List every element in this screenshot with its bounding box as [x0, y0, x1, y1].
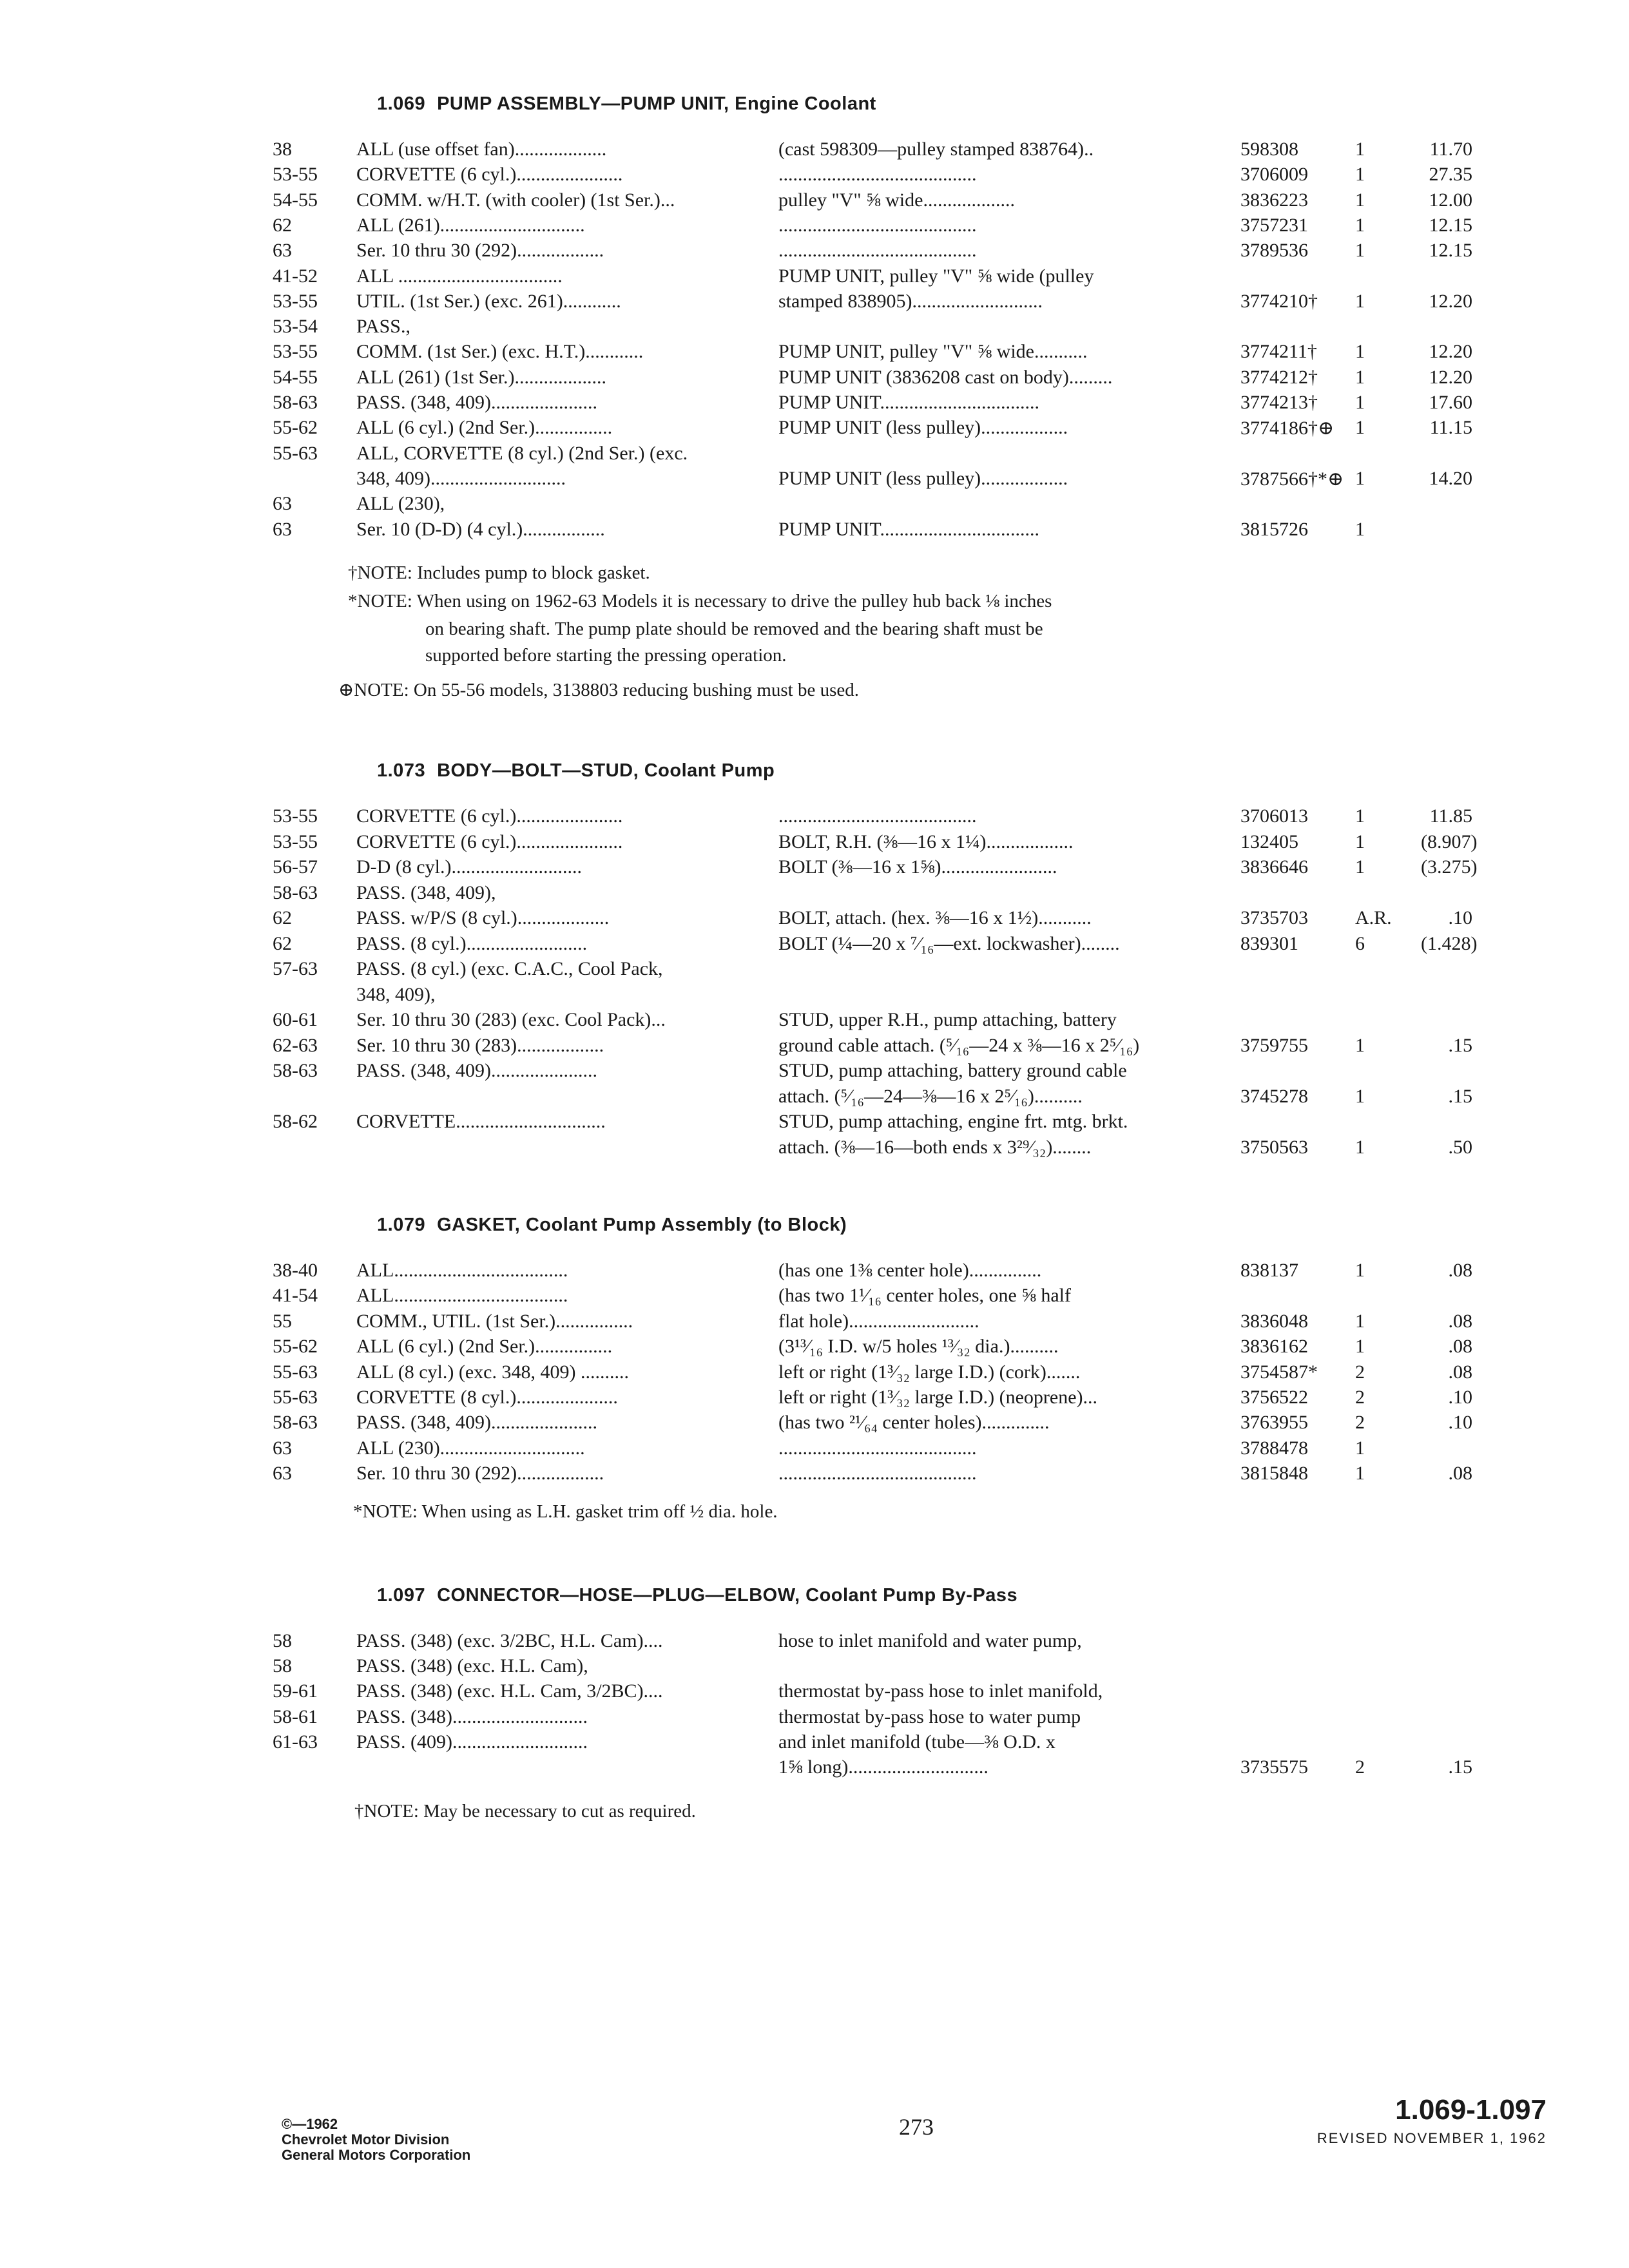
cell-description: thermostat by-pass hose to inlet manifold,: [778, 1680, 1103, 1702]
cell-description: flat hole)...........................: [778, 1310, 979, 1332]
table-row: [0, 139, 1629, 164]
cell-qty: 1: [1355, 831, 1365, 852]
cell-qty: 1: [1355, 1310, 1365, 1332]
table-row: [0, 1655, 1629, 1681]
cell-qty: 2: [1355, 1387, 1365, 1408]
table-row: [0, 468, 1629, 494]
section-number: 1.073: [377, 760, 426, 781]
footer-corporation: General Motors Corporation: [282, 2147, 471, 2163]
cell-models: 348, 409)............................: [356, 467, 566, 489]
cell-qty: 1: [1355, 417, 1365, 439]
cell-description: and inlet manifold (tube—⅜ O.D. x: [778, 1731, 1055, 1753]
cell-models: ALL (261) (1st Ser.)...................: [356, 366, 607, 388]
cell-part: 3774211†: [1240, 341, 1317, 363]
cell-description: (has two ²¹⁄₆₄ center holes)..............: [778, 1412, 1050, 1434]
table-row: [0, 1731, 1629, 1757]
cell-part: 3745278: [1240, 1085, 1308, 1107]
cell-years: 63: [273, 518, 292, 540]
section-title: [377, 760, 775, 782]
cell-years: 53-55: [273, 290, 318, 312]
table-row: [0, 1680, 1629, 1706]
table-row: [0, 1285, 1629, 1311]
cell-description: stamped 838905)...........................: [778, 290, 1043, 312]
cell-years: 55-63: [273, 442, 318, 464]
cell-qty: 1: [1355, 341, 1365, 363]
cell-models: ALL (230)..............................: [356, 1437, 585, 1459]
section-number: 1.097: [377, 1585, 426, 1606]
cell-qty: 1: [1355, 1437, 1365, 1459]
cell-years: 55-63: [273, 1387, 318, 1408]
cell-part: 3836162: [1240, 1336, 1308, 1358]
cell-years: 63: [273, 1463, 292, 1485]
cell-years: 62: [273, 932, 292, 954]
cell-models: PASS. (348, 409),: [356, 881, 496, 903]
cell-description: (cast 598309—pulley stamped 838764)..: [778, 139, 1094, 160]
cell-qty: 1: [1355, 856, 1365, 878]
cell-price: 11.85: [1429, 805, 1472, 827]
cell-part: 3836048: [1240, 1310, 1308, 1332]
revision-date: REVISED NOVEMBER 1, 1962: [1316, 2130, 1547, 2146]
cell-years: 58-63: [273, 1412, 318, 1434]
cell-models: Ser. 10 thru 30 (292)..................: [356, 240, 604, 262]
cell-models: ALL ..................................: [356, 265, 563, 287]
cell-models: ALL (6 cyl.) (2nd Ser.)................: [356, 1336, 613, 1358]
cell-description: (3¹³⁄₁₆ I.D. w/5 holes ¹³⁄₃₂ dia.)..........: [778, 1336, 1059, 1358]
cell-description: (has one 1⅜ center hole)...............: [778, 1260, 1042, 1281]
cell-years: 59-61: [273, 1680, 318, 1702]
table-row: [0, 1412, 1629, 1437]
cell-models: PASS. (8 cyl.).........................: [356, 932, 588, 954]
cell-qty: 1: [1355, 467, 1365, 489]
cell-description: PUMP UNIT.................................: [778, 392, 1040, 413]
cell-models: CORVETTE (6 cyl.)......................: [356, 805, 623, 827]
cell-price: 12.00: [1429, 189, 1472, 211]
cell-models: Ser. 10 (D-D) (4 cyl.).................: [356, 518, 605, 540]
cell-years: 58-62: [273, 1111, 318, 1132]
table-row: [0, 341, 1629, 367]
table-row: [0, 933, 1629, 959]
cell-models: CORVETTE...............................: [356, 1111, 606, 1132]
cell-years: 41-52: [273, 265, 318, 287]
cell-price: (1.428): [1421, 932, 1478, 954]
cell-price: .15: [1448, 1756, 1472, 1778]
cell-models: PASS. (348) (exc. 3/2BC, H.L. Cam)....: [356, 1630, 663, 1651]
cell-description: attach. (⁵⁄₁₆—24—⅜—16 x 2⁵⁄₁₆)..........: [778, 1085, 1083, 1107]
cell-years: 55-62: [273, 1336, 318, 1358]
cell-years: 55: [273, 1310, 292, 1332]
cell-qty: 2: [1355, 1412, 1365, 1434]
cell-description: ground cable attach. (⁵⁄₁₆—24 x ⅜—16 x 2⁵⁄₁₆): [778, 1034, 1140, 1056]
cell-years: 63: [273, 493, 292, 515]
section-note: *NOTE: When using on 1962-63 Models it is necessary to drive the pulley hub back ⅛ inches: [348, 591, 1052, 611]
cell-price: 12.15: [1429, 214, 1472, 236]
table-row: [0, 1387, 1629, 1412]
cell-description: BOLT, attach. (hex. ⅜—16 x 1½)...........: [778, 907, 1092, 928]
cell-years: 58-63: [273, 881, 318, 903]
table-row: [0, 189, 1629, 215]
section-note: *NOTE: When using as L.H. gasket trim off ½ dia. hole.: [353, 1501, 778, 1522]
section-heading: GASKET, Coolant Pump Assembly (to Block): [437, 1215, 847, 1235]
cell-years: 62-63: [273, 1034, 318, 1056]
cell-qty: 1: [1355, 1085, 1365, 1107]
cell-qty: 1: [1355, 1136, 1365, 1158]
cell-part: 3706013: [1240, 805, 1308, 827]
cell-models: ALL....................................: [356, 1285, 568, 1307]
cell-description: BOLT (⅜—16 x 1⅝)........................: [778, 856, 1057, 878]
cell-price: 12.15: [1429, 240, 1472, 262]
cell-description: PUMP UNIT, pulley "V" ⅝ wide...........: [778, 341, 1088, 363]
cell-models: ALL....................................: [356, 1260, 568, 1281]
table-row: [0, 1437, 1629, 1463]
cell-part: 3815848: [1240, 1463, 1308, 1485]
cell-description: PUMP UNIT (less pulley)..................: [778, 467, 1068, 489]
cell-part: 132405: [1240, 831, 1298, 852]
cell-years: 58-61: [273, 1706, 318, 1727]
cell-part: 3754587*: [1240, 1361, 1318, 1383]
cell-years: 57-63: [273, 958, 318, 979]
cell-years: 38: [273, 139, 292, 160]
cell-years: 61-63: [273, 1731, 318, 1753]
cell-price: 11.15: [1429, 417, 1472, 439]
cell-models: Ser. 10 thru 30 (283) (exc. Cool Pack)...: [356, 1009, 666, 1030]
cell-years: 53-55: [273, 831, 318, 852]
section-title: [377, 1215, 847, 1236]
cell-description: BOLT, R.H. (⅜—16 x 1¼)..................: [778, 831, 1074, 852]
table-row: [0, 493, 1629, 519]
table-row: [0, 958, 1629, 984]
cell-years: 63: [273, 240, 292, 262]
cell-years: 62: [273, 214, 292, 236]
table-row: [0, 417, 1629, 443]
cell-models: PASS. (348)............................: [356, 1706, 588, 1727]
section-note: ⊕NOTE: On 55-56 models, 3138803 reducing bushing must be used.: [338, 680, 860, 700]
cell-description: left or right (1³⁄₃₂ large I.D.) (neoprene)...: [778, 1387, 1098, 1408]
cell-models: COMM., UTIL. (1st Ser.)................: [356, 1310, 633, 1332]
cell-description: .........................................: [778, 214, 977, 236]
table-row: [0, 831, 1629, 857]
table-row: [0, 1361, 1629, 1387]
cell-models: CORVETTE (8 cyl.).....................: [356, 1387, 618, 1408]
cell-models: PASS.,: [356, 316, 410, 338]
table-row: [0, 392, 1629, 418]
cell-price: .10: [1448, 1387, 1472, 1408]
cell-models: D-D (8 cyl.)...........................: [356, 856, 582, 878]
cell-part: 838137: [1240, 1260, 1298, 1281]
cell-models: Ser. 10 thru 30 (283)..................: [356, 1034, 604, 1056]
cell-part: 3759755: [1240, 1034, 1308, 1056]
cell-models: PASS. (348) (exc. H.L. Cam),: [356, 1655, 588, 1677]
cell-description: thermostat by-pass hose to water pump: [778, 1706, 1081, 1727]
cell-description: PUMP UNIT (3836208 cast on body).........: [778, 366, 1113, 388]
cell-part: 3735575: [1240, 1756, 1308, 1778]
cell-part: 3750563: [1240, 1136, 1308, 1158]
cell-part: 3756522: [1240, 1387, 1308, 1408]
cell-part: 3815726: [1240, 518, 1308, 540]
cell-models: PASS. (348) (exc. H.L. Cam, 3/2BC)....: [356, 1680, 663, 1702]
cell-price: .08: [1448, 1310, 1472, 1332]
cell-models: PASS. (8 cyl.) (exc. C.A.C., Cool Pack,: [356, 958, 663, 979]
cell-qty: 1: [1355, 1463, 1365, 1485]
section-note: †NOTE: Includes pump to block gasket.: [348, 562, 650, 583]
cell-qty: 1: [1355, 240, 1365, 262]
cell-models: COMM. (1st Ser.) (exc. H.T.)............: [356, 341, 644, 363]
cell-years: 41-54: [273, 1285, 318, 1307]
cell-years: 55-62: [273, 417, 318, 439]
table-row: [0, 1463, 1629, 1488]
cell-part: 3787566†*⊕: [1240, 468, 1344, 490]
table-row: [0, 856, 1629, 882]
cell-part: 3789536: [1240, 240, 1308, 262]
cell-qty: 1: [1355, 805, 1365, 827]
cell-models: ALL (6 cyl.) (2nd Ser.)................: [356, 417, 613, 439]
cell-price: .08: [1448, 1260, 1472, 1281]
table-row: [0, 1336, 1629, 1361]
section-number: 1.079: [377, 1215, 426, 1235]
footer-publisher: [282, 2117, 470, 2163]
section-title: [377, 93, 876, 115]
table-row: [0, 291, 1629, 316]
table-row: [0, 1756, 1629, 1782]
cell-years: 54-55: [273, 189, 318, 211]
cell-part: 3836646: [1240, 856, 1308, 878]
table-row: [0, 1260, 1629, 1285]
cell-price: 11.70: [1429, 139, 1472, 160]
cell-models: ALL (230),: [356, 493, 445, 515]
cell-description: hose to inlet manifold and water pump,: [778, 1630, 1082, 1651]
cell-models: UTIL. (1st Ser.) (exc. 261)............: [356, 290, 621, 312]
cell-models: CORVETTE (6 cyl.)......................: [356, 164, 623, 186]
cell-description: STUD, pump attaching, engine frt. mtg. brkt.: [778, 1111, 1128, 1132]
cell-models: PASS. (348, 409)......................: [356, 1412, 597, 1434]
cell-part: 3735703: [1240, 907, 1308, 928]
cell-models: PASS. (348, 409)......................: [356, 392, 597, 413]
cell-qty: 1: [1355, 1034, 1365, 1056]
section-note: supported before starting the pressing operation.: [425, 645, 787, 666]
cell-price: (3.275): [1421, 856, 1478, 878]
table-row: [0, 519, 1629, 544]
cell-years: 53-55: [273, 341, 318, 363]
cell-price: .10: [1448, 1412, 1472, 1434]
section-title: [377, 1585, 1017, 1606]
cell-description: .........................................: [778, 1463, 977, 1485]
cell-description: pulley "V" ⅝ wide...................: [778, 189, 1015, 211]
cell-price: 14.20: [1429, 467, 1472, 489]
cell-models: PASS. (409)............................: [356, 1731, 588, 1753]
cell-description: left or right (1³⁄₃₂ large I.D.) (cork).......: [778, 1361, 1081, 1383]
cell-description: .........................................: [778, 805, 977, 827]
cell-models: ALL (use offset fan)...................: [356, 139, 607, 160]
cell-qty: 1: [1355, 1336, 1365, 1358]
page-number: 273: [899, 2114, 934, 2140]
cell-years: 58: [273, 1655, 292, 1677]
cell-description: PUMP UNIT.................................: [778, 518, 1040, 540]
cell-years: 54-55: [273, 366, 318, 388]
table-row: [0, 882, 1629, 908]
table-row: [0, 1035, 1629, 1061]
cell-years: 38-40: [273, 1260, 318, 1281]
cell-description: .........................................: [778, 164, 977, 186]
cell-description: .........................................: [778, 1437, 977, 1459]
cell-qty: 1: [1355, 518, 1365, 540]
cell-years: 55-63: [273, 1361, 318, 1383]
cell-part: 3788478: [1240, 1437, 1308, 1459]
cell-description: STUD, upper R.H., pump attaching, battery: [778, 1009, 1117, 1030]
cell-part: 3706009: [1240, 164, 1308, 186]
cell-part: 3774210†: [1240, 290, 1318, 312]
cell-models: ALL (8 cyl.) (exc. 348, 409) ..........: [356, 1361, 629, 1383]
table-row: [0, 164, 1629, 189]
cell-price: .08: [1448, 1463, 1472, 1485]
cell-years: 58-63: [273, 1060, 318, 1081]
section-heading: CONNECTOR—HOSE—PLUG—ELBOW, Coolant Pump By-Pass: [437, 1585, 1018, 1606]
section-range-code: 1.069-1.097: [1395, 2094, 1547, 2126]
cell-qty: A.R.: [1355, 907, 1392, 928]
cell-description: 1⅝ long).............................: [778, 1756, 988, 1778]
cell-qty: 1: [1355, 366, 1365, 388]
table-row: [0, 1060, 1629, 1086]
cell-price: 12.20: [1429, 366, 1472, 388]
table-row: [0, 240, 1629, 265]
cell-description: attach. (⅜—16—both ends x 3²⁹⁄₃₂)........: [778, 1136, 1092, 1158]
cell-part: 3757231: [1240, 214, 1308, 236]
section-heading: PUMP ASSEMBLY—PUMP UNIT, Engine Coolant: [437, 93, 876, 114]
table-row: [0, 907, 1629, 933]
cell-years: 53-55: [273, 805, 318, 827]
footer-code-block: [1295, 2094, 1547, 2147]
cell-models: CORVETTE (6 cyl.)......................: [356, 831, 623, 852]
cell-price: .08: [1448, 1336, 1472, 1358]
cell-description: .........................................: [778, 240, 977, 262]
cell-price: .50: [1448, 1136, 1472, 1158]
cell-years: 58-63: [273, 392, 318, 413]
cell-description: STUD, pump attaching, battery ground cable: [778, 1060, 1127, 1081]
cell-models: ALL (261)..............................: [356, 214, 585, 236]
cell-years: 58: [273, 1630, 292, 1651]
cell-part: 3836223: [1240, 189, 1308, 211]
cell-price: .15: [1448, 1034, 1472, 1056]
cell-price: .15: [1448, 1085, 1472, 1107]
section-number: 1.069: [377, 93, 426, 114]
table-row: [0, 1706, 1629, 1732]
table-row: [0, 1311, 1629, 1336]
table-row: [0, 1086, 1629, 1111]
cell-years: 56-57: [273, 856, 318, 878]
cell-part: 3763955: [1240, 1412, 1308, 1434]
cell-description: PUMP UNIT, pulley "V" ⅝ wide (pulley: [778, 265, 1094, 287]
cell-models: 348, 409),: [356, 983, 436, 1005]
cell-models: ALL, CORVETTE (8 cyl.) (2nd Ser.) (exc.: [356, 442, 688, 464]
cell-qty: 1: [1355, 1260, 1365, 1281]
table-row: [0, 984, 1629, 1010]
table-row: [0, 1111, 1629, 1137]
cell-part: 3774212†: [1240, 366, 1318, 388]
cell-price: 17.60: [1429, 392, 1472, 413]
table-row: [0, 367, 1629, 392]
table-row: [0, 265, 1629, 291]
cell-part: 598308: [1240, 139, 1298, 160]
cell-description: BOLT (¼—20 x ⁷⁄₁₆—ext. lockwasher)........: [778, 932, 1120, 954]
cell-price: .08: [1448, 1361, 1472, 1383]
cell-models: Ser. 10 thru 30 (292)..................: [356, 1463, 604, 1485]
cell-qty: 1: [1355, 189, 1365, 211]
cell-years: 62: [273, 907, 292, 928]
section-note: †NOTE: May be necessary to cut as required.: [354, 1801, 696, 1821]
cell-years: 63: [273, 1437, 292, 1459]
cell-part: 3774186†⊕: [1240, 418, 1335, 439]
cell-qty: 6: [1355, 932, 1365, 954]
cell-qty: 1: [1355, 139, 1365, 160]
cell-part: 839301: [1240, 932, 1298, 954]
footer-division: Chevrolet Motor Division: [282, 2131, 450, 2148]
table-row: [0, 1630, 1629, 1656]
cell-description: (has two 1¹⁄₁₆ center holes, one ⅝ half: [778, 1285, 1071, 1307]
cell-models: PASS. (348, 409)......................: [356, 1060, 597, 1081]
cell-years: 53-54: [273, 316, 318, 338]
table-row: [0, 805, 1629, 831]
cell-part: 3774213†: [1240, 392, 1318, 413]
cell-price: 27.35: [1429, 164, 1472, 186]
cell-description: PUMP UNIT (less pulley)..................: [778, 417, 1068, 439]
table-row: [0, 215, 1629, 240]
cell-qty: 1: [1355, 214, 1365, 236]
cell-years: 60-61: [273, 1009, 318, 1030]
cell-qty: 1: [1355, 392, 1365, 413]
cell-qty: 1: [1355, 164, 1365, 186]
cell-qty: 1: [1355, 290, 1365, 312]
table-row: [0, 1009, 1629, 1035]
cell-models: PASS. w/P/S (8 cyl.)...................: [356, 907, 610, 928]
cell-qty: 2: [1355, 1756, 1365, 1778]
section-heading: BODY—BOLT—STUD, Coolant Pump: [437, 760, 775, 781]
table-row: [0, 1137, 1629, 1162]
cell-qty: 2: [1355, 1361, 1365, 1383]
cell-price: .10: [1448, 907, 1472, 928]
table-row: [0, 316, 1629, 341]
cell-price: 12.20: [1429, 290, 1472, 312]
table-row: [0, 443, 1629, 468]
section-note: on bearing shaft. The pump plate should be removed and the bearing shaft must be: [425, 619, 1043, 639]
cell-models: COMM. w/H.T. (with cooler) (1st Ser.)...: [356, 189, 675, 211]
cell-years: 53-55: [273, 164, 318, 186]
cell-price: (8.907): [1421, 831, 1478, 852]
cell-price: 12.20: [1429, 341, 1472, 363]
footer-copyright: ©—1962: [282, 2116, 338, 2132]
